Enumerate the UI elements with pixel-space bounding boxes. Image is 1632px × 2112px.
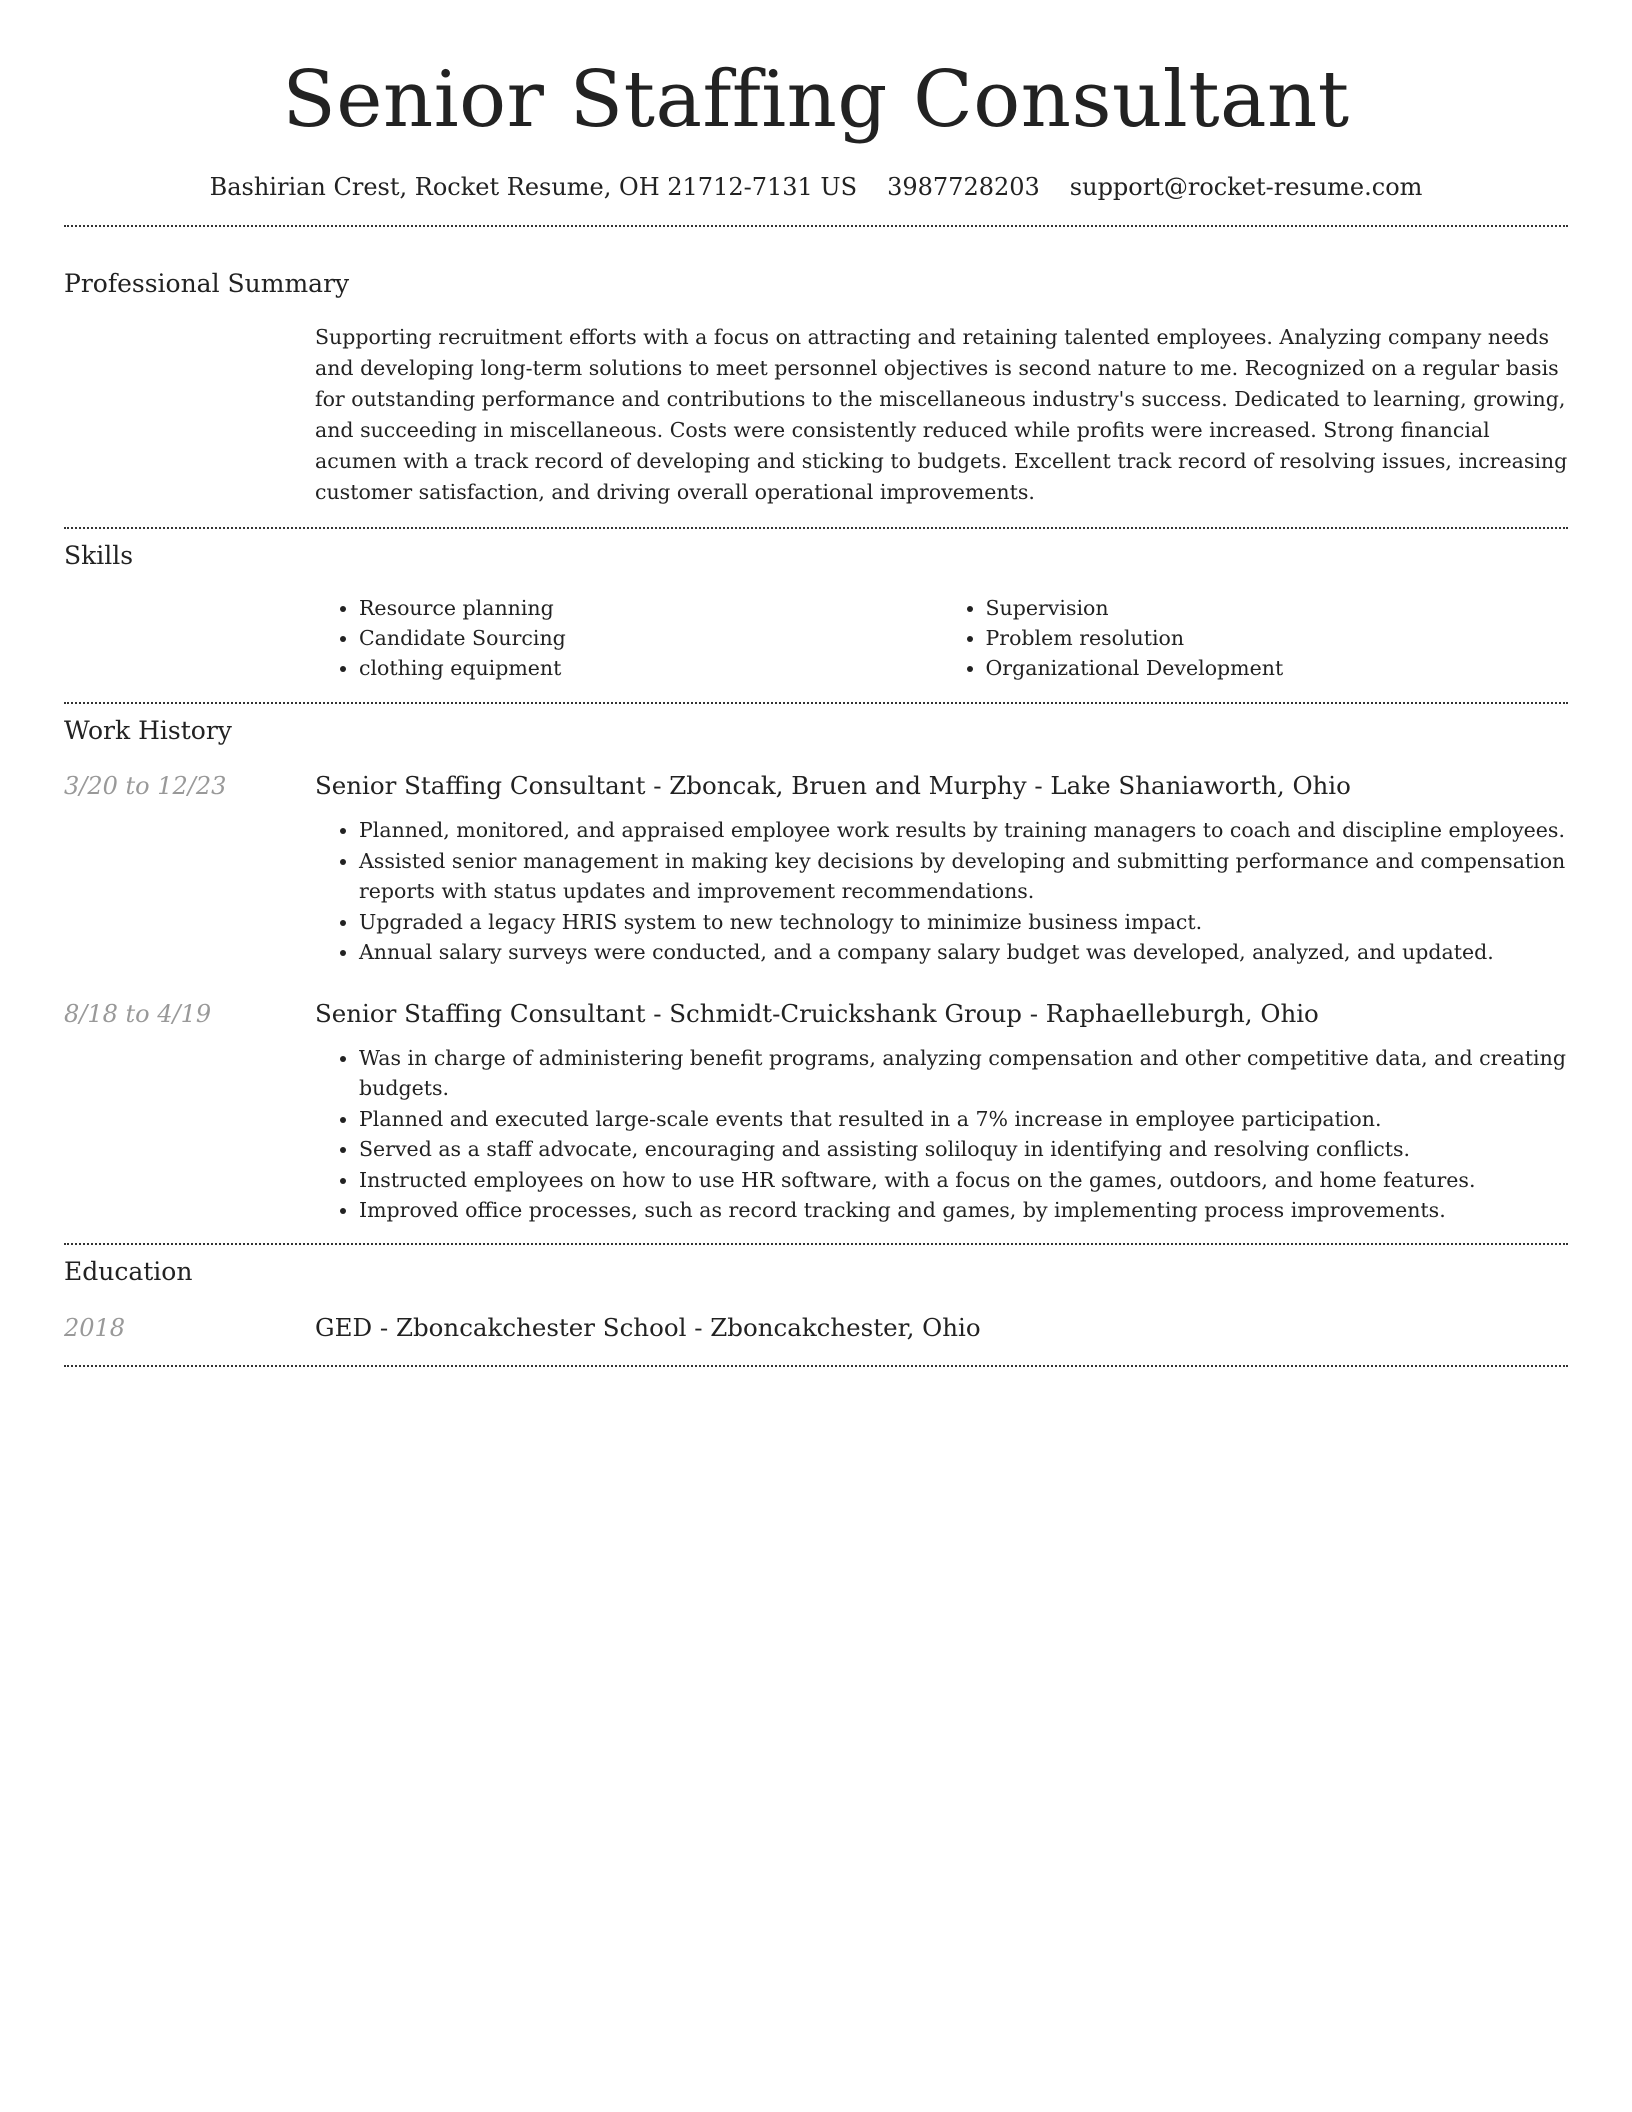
contact-address: Bashirian Crest, Rocket Resume, OH 21712-7131 US xyxy=(209,173,858,201)
education-section xyxy=(64,1255,1568,1345)
work-heading: Work History xyxy=(64,716,232,745)
job-body xyxy=(315,769,1568,968)
skill-item: • Candidate Sourcing xyxy=(359,623,942,653)
summary-text: Supporting recruitment efforts with a focus on attracting and retaining talented employees. Analyzing company needs and developing long-term solutions to meet personnel objectives is second nature to me. Recognized on a regular basis for outstanding performance and contributions to the miscellaneous industry's success. Dedicated to learning, growing, and succeeding in miscellaneous. Costs were consistently reduced while profits were increased. Strong financial acumen with a track record of developing and sticking to budgets. Excellent track record of resolving issues, increasing customer satisfaction, and driving overall operational improvements. xyxy=(315,325,1568,504)
skill-item: • Supervision xyxy=(986,593,1569,623)
summary-content xyxy=(315,322,1568,508)
contact-email: support@rocket-resume.com xyxy=(1069,173,1423,201)
job-bullets xyxy=(315,815,1568,968)
skills-columns xyxy=(315,593,1568,683)
skills-heading: Skills xyxy=(64,541,134,570)
section-divider xyxy=(64,527,1568,529)
education-heading: Education xyxy=(64,1256,193,1286)
resume-name: Senior Staffing Consultant xyxy=(282,55,1350,145)
summary-section xyxy=(64,267,1568,508)
skills-list-left xyxy=(315,593,942,683)
skill-item: • Problem resolution xyxy=(986,623,1569,653)
job-bullet: • Served as a staff advocate, encouraging and assisting soliloquy in identifying and resolving conflicts. xyxy=(359,1134,1568,1165)
skill-item: • Resource planning xyxy=(359,593,942,623)
job-bullet: • Was in charge of administering benefit programs, analyzing compensation and other competitive data, and creating budgets. xyxy=(359,1043,1568,1104)
job-dates: 3/20 to 12/23 xyxy=(64,772,227,800)
job-bullets xyxy=(315,1043,1568,1226)
section-divider xyxy=(64,1243,1568,1245)
education-date: 2018 xyxy=(64,1313,126,1342)
skills-section xyxy=(64,539,1568,683)
job-entry xyxy=(64,997,1568,1226)
job-body xyxy=(315,997,1568,1226)
job-title: Senior Staffing Consultant - Zboncak, Bruen and Murphy - Lake Shaniaworth, Ohio xyxy=(315,771,1351,800)
job-title: Senior Staffing Consultant - Schmidt-Cruickshank Group - Raphaelleburgh, Ohio xyxy=(315,998,1319,1028)
education-entry xyxy=(64,1311,1568,1345)
summary-heading: Professional Summary xyxy=(64,269,350,298)
contact-line xyxy=(64,170,1568,204)
job-bullet: • Upgraded a legacy HRIS system to new technology to minimize business impact. xyxy=(359,907,1568,938)
job-bullet: • Planned, monitored, and appraised employee work results by training managers to coach and discipline employees. xyxy=(359,815,1568,846)
job-bullet: • Assisted senior management in making key decisions by developing and submitting performance and compensation reports with status updates and improvement recommendations. xyxy=(359,846,1568,907)
job-bullet: • Instructed employees on how to use HR software, with a focus on the games, outdoors, and home features. xyxy=(359,1165,1568,1196)
skills-list-right xyxy=(942,593,1569,683)
job-dates: 8/18 to 4/19 xyxy=(64,999,212,1028)
skill-item: • clothing equipment xyxy=(359,653,942,683)
skill-item: • Organizational Development xyxy=(986,653,1569,683)
job-bullet: • Planned and executed large-scale events that resulted in a 7% increase in employee participation. xyxy=(359,1104,1568,1135)
job-bullet: • Annual salary surveys were conducted, and a company salary budget was developed, analyzed, and updated. xyxy=(359,937,1568,968)
section-divider xyxy=(64,1365,1568,1367)
education-body xyxy=(315,1311,1568,1345)
contact-phone: 3987728203 xyxy=(887,173,1040,201)
job-entry xyxy=(64,769,1568,968)
section-divider xyxy=(64,702,1568,704)
education-title: GED - Zboncakchester School - Zboncakchester, Ohio xyxy=(315,1312,981,1342)
job-bullet: • Improved office processes, such as record tracking and games, by implementing process improvements. xyxy=(359,1195,1568,1226)
work-section xyxy=(64,714,1568,1226)
section-divider xyxy=(64,225,1568,227)
